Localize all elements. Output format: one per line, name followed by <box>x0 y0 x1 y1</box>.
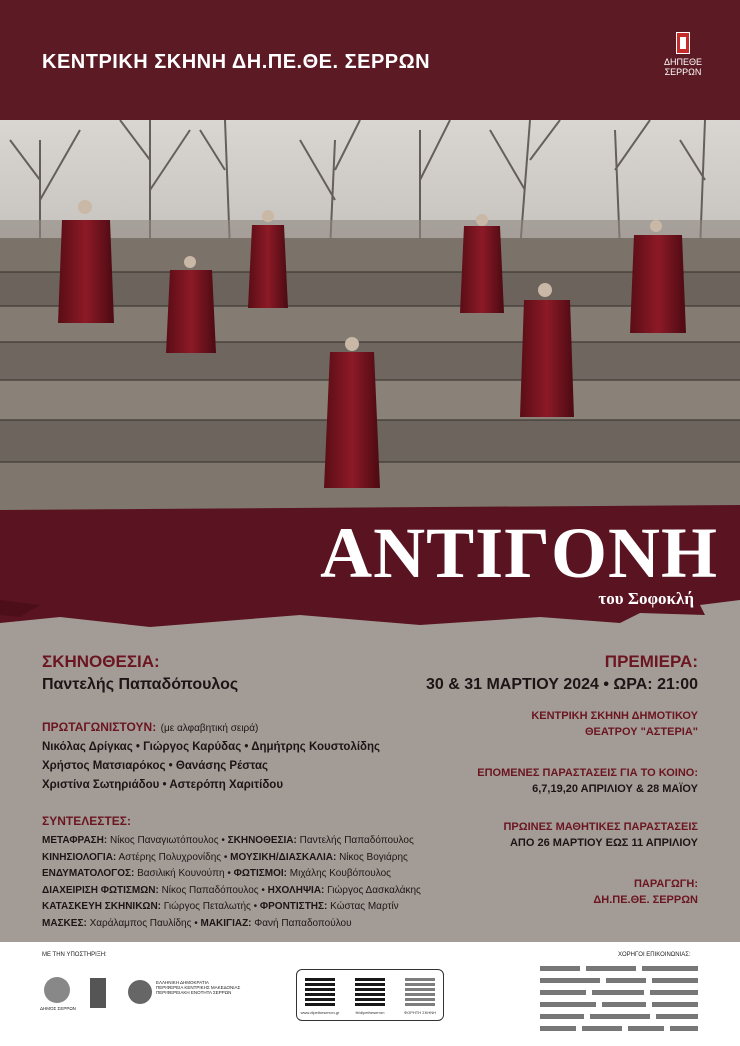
sponsor-logo <box>540 978 600 983</box>
municipality-name: ΔΗΜΟΣ ΣΕΡΡΩΝ <box>40 1006 76 1011</box>
director-name: Παντελής Παπαδόπουλος <box>42 676 239 693</box>
venue-line1: ΚΕΝΤΡΙΚΗ ΣΚΗΝΗ ΔΗΜΟΤΙΚΟΥ <box>531 710 698 722</box>
cast-line: Χριστίνα Σωτηριάδου • Αστερόπη Χαριτίδου <box>42 779 284 791</box>
region-line3: ΠΕΡΙΦΕΡΕΙΑΚΗ ΕΝΟΤΗΤΑ ΣΕΡΡΩΝ <box>156 990 232 995</box>
sponsor-logo <box>652 978 698 983</box>
credit-name: Νίκος Παναγιωτόπουλος <box>110 835 219 846</box>
credit-line: ΜΕΤΑΦΡΑΣΗ: Νίκος Παναγιωτόπουλος • ΣΚΗΝΟΘΕΣΙΑ: Παντελής Παπαδόπουλος <box>42 835 414 846</box>
sponsor-logo <box>592 990 644 995</box>
credit-name: Φανή Παπαδοπούλου <box>254 917 352 929</box>
sponsor-logo <box>656 1014 698 1019</box>
qr-code-icon[interactable] <box>405 976 435 1006</box>
credit-role: ΜΟΥΣΙΚΗ/ΔΙΑΣΚΑΛΙΑ: <box>230 851 337 863</box>
credit-name: Κώστας Μαρτίν <box>330 901 399 912</box>
production-value: ΔΗ.ΠΕ.ΘΕ. ΣΕΡΡΩΝ <box>593 894 698 906</box>
play-subtitle: του Σοφοκλή <box>598 589 694 608</box>
credit-role: ΜΑΣΚΕΣ: <box>42 917 87 929</box>
region-text <box>156 980 240 995</box>
credit-role: ΜΑΚΙΓΙΑΖ: <box>200 917 252 929</box>
sponsor-logo <box>540 1002 596 1007</box>
premiere-date-time: 30 & 31 ΜΑΡΤΙΟΥ 2024 • ΩΡΑ: 21:00 <box>425 676 698 693</box>
credit-role: ΕΝΔΥΜΑΤΟΛΟΓΟΣ: <box>42 868 135 879</box>
credit-role: ΦΡΟΝΤΙΣΤΗΣ: <box>259 901 328 912</box>
sponsor-logo <box>602 1002 646 1007</box>
support-label: ΜΕ ΤΗΝ ΥΠΟΣΤΗΡΙΞΗ: <box>42 952 107 958</box>
region-line1: ΕΛΛΗΝΙΚΗ ΔΗΜΟΚΡΑΤΙΑ <box>156 980 209 985</box>
sponsor-logo <box>652 1002 698 1007</box>
cast-label: ΠΡΩΤΑΓΩΝΙΣΤΟΥΝ: <box>42 720 157 734</box>
qr-code-icon[interactable] <box>355 976 385 1006</box>
greek-emblem-icon <box>128 980 152 1004</box>
student-shows-dates: ΑΠΟ 26 ΜΑΡΤΙΟΥ ΕΩΣ 11 ΑΠΡΙΛΙΟΥ <box>509 837 698 849</box>
amphitheatre-illustration <box>0 120 740 510</box>
dipethe-logo <box>660 32 706 77</box>
credit-name: Γιώργος Πεταλωτής <box>163 901 251 912</box>
credit-line: ΕΝΔΥΜΑΤΟΛΟΓΟΣ: Βασιλική Κουνούπη • ΦΩΤΙΣΜΟΙ: Μιχάλης Κουβόπουλος <box>42 868 392 879</box>
sponsor-logo <box>540 1026 576 1031</box>
credit-name: Νίκος Βογιάρης <box>339 851 408 863</box>
credit-name: Μιχάλης Κουβόπουλος <box>289 868 392 879</box>
cast-line: Νικόλας Δρίγκας • Γιώργος Καρύδας • Δημήτρης Κουστολίδης <box>42 741 381 753</box>
production-label: ΠΑΡΑΓΩΓΗ: <box>633 878 698 890</box>
play-title: ΑΝΤΙΓΟΝΗ <box>320 513 718 593</box>
qr-caption: www.dipetheserron.gr <box>300 1010 340 1015</box>
credit-role: ΔΙΑΧΕΙΡΙΣΗ ΦΩΤΙΣΜΩΝ: <box>42 884 159 896</box>
student-shows-label: ΠΡΩΙΝΕΣ ΜΑΘΗΤΙΚΕΣ ΠΑΡΑΣΤΑΣΕΙΣ <box>503 821 698 833</box>
qr-caption: fb/dipetheserron <box>355 1010 385 1015</box>
sponsor-logo <box>642 966 698 971</box>
premiere-venue <box>531 708 698 740</box>
credit-role: ΚΑΤΑΣΚΕΥΗ ΣΚΗΝΙΚΩΝ: <box>42 901 161 912</box>
sponsor-logo <box>540 990 586 995</box>
credit-name: Βασιλική Κουνούπη <box>137 868 225 879</box>
header-bar <box>0 0 740 120</box>
public-shows-label: ΕΠΟΜΕΝΕΣ ΠΑΡΑΣΤΑΣΕΙΣ ΓΙΑ ΤΟ ΚΟΙΝΟ: <box>477 767 698 779</box>
public-shows <box>477 765 698 797</box>
premiere-label: ΠΡΕΜΙΕΡΑ: <box>604 652 698 671</box>
credits-label: ΣΥΝΤΕΛΕΣΤΕΣ: <box>42 814 131 828</box>
production <box>593 876 698 908</box>
credit-role: ΦΩΤΙΣΜΟΙ: <box>233 868 287 879</box>
theatre-logo-icon <box>676 32 690 54</box>
header-title: ΚΕΝΤΡΙΚΗ ΣΚΗΝΗ ΔΗ.ΠΕ.ΘΕ. ΣΕΡΡΩΝ <box>42 51 431 73</box>
direction-label: ΣΚΗΝΟΘΕΣΙΑ: <box>42 652 160 671</box>
cast-heading <box>42 718 258 736</box>
credit-line: ΜΑΣΚΕΣ: Χαράλαμπος Παυλίδης • ΜΑΚΙΓΙΑΖ: Φανή Παπαδοπούλου <box>42 917 352 929</box>
sponsor-logo <box>540 1014 584 1019</box>
region-line2: ΠΕΡΙΦΕΡΕΙΑ ΚΕΝΤΡΙΚΗΣ ΜΑΚΕΔΟΝΙΑΣ <box>156 985 241 990</box>
credit-role: ΚΙΝΗΣΙΟΛΟΓΙΑ: <box>42 851 117 863</box>
qr-caption: ΦΟΡΗΤΗ ΣΚΗΝΗ <box>403 1010 437 1015</box>
credit-role: ΗΧΟΛΗΨΙΑ: <box>267 884 325 896</box>
credit-line: ΔΙΑΧΕΙΡΙΣΗ ΦΩΤΙΣΜΩΝ: Νίκος Παπαδόπουλος • ΗΧΟΛΗΨΙΑ: Γιώργος Δασκαλάκης <box>42 884 421 896</box>
qr-code-panel <box>296 969 444 1021</box>
logo-line2: ΣΕΡΡΩΝ <box>664 67 702 77</box>
credit-name: Χαράλαμπος Παυλίδης <box>89 917 192 929</box>
cast-note: (με αλφαβητική σειρά) <box>160 723 259 734</box>
sponsor-logo <box>650 990 698 995</box>
credit-name: Νίκος Παπαδόπουλος <box>161 884 259 896</box>
municipality-logo-icon <box>44 977 70 1003</box>
sponsor-logo <box>628 1026 664 1031</box>
cast-list <box>42 738 380 795</box>
credit-role: ΜΕΤΑΦΡΑΣΗ: <box>42 835 108 846</box>
public-shows-dates: 6,7,19,20 ΑΠΡΙΛΙΟΥ & 28 ΜΑΪΟΥ <box>532 783 698 795</box>
credit-name: Αστέρης Πολυχρονίδης <box>118 851 222 863</box>
credit-line: ΚΑΤΑΣΚΕΥΗ ΣΚΗΝΙΚΩΝ: Γιώργος Πεταλωτής • ΦΡΟΝΤΙΣΤΗΣ: Κώστας Μαρτίν <box>42 901 399 912</box>
sponsor-logo <box>606 978 646 983</box>
sponsor-logo <box>670 1026 698 1031</box>
media-sponsors-label: ΧΟΡΗΓΟΙ ΕΠΙΚΟΙΝΩΝΙΑΣ: <box>618 952 691 958</box>
sponsor-logo <box>590 1014 650 1019</box>
credit-role: ΣΚΗΝΟΘΕΣΙΑ: <box>227 835 297 846</box>
credit-name: Παντελής Παπαδόπουλος <box>299 835 414 846</box>
cast-line: Χρήστος Ματσιαρόκος • Θανάσης Ρέστας <box>42 760 269 772</box>
sponsor-logo <box>540 966 580 971</box>
footer-sponsors <box>0 942 740 1046</box>
hero-photo <box>0 120 740 510</box>
sponsor-logo <box>582 1026 622 1031</box>
sponsor-logo <box>586 966 636 971</box>
venue-line2: ΘΕΑΤΡΟΥ "ΑΣΤΕΡΙΑ" <box>585 726 698 738</box>
credit-line: ΚΙΝΗΣΙΟΛΟΓΙΑ: Αστέρης Πολυχρονίδης • ΜΟΥΣΙΚΗ/ΔΙΑΣΚΑΛΙΑ: Νίκος Βογιάρης <box>42 851 408 863</box>
credit-name: Γιώργος Δασκαλάκης <box>327 884 421 896</box>
student-shows <box>503 819 698 851</box>
logo-line1: ΔΗΠΕΘΕ <box>663 57 703 67</box>
qr-code-icon[interactable] <box>305 976 335 1006</box>
credits-list <box>42 833 421 932</box>
partner-logo-icon <box>90 978 106 1008</box>
